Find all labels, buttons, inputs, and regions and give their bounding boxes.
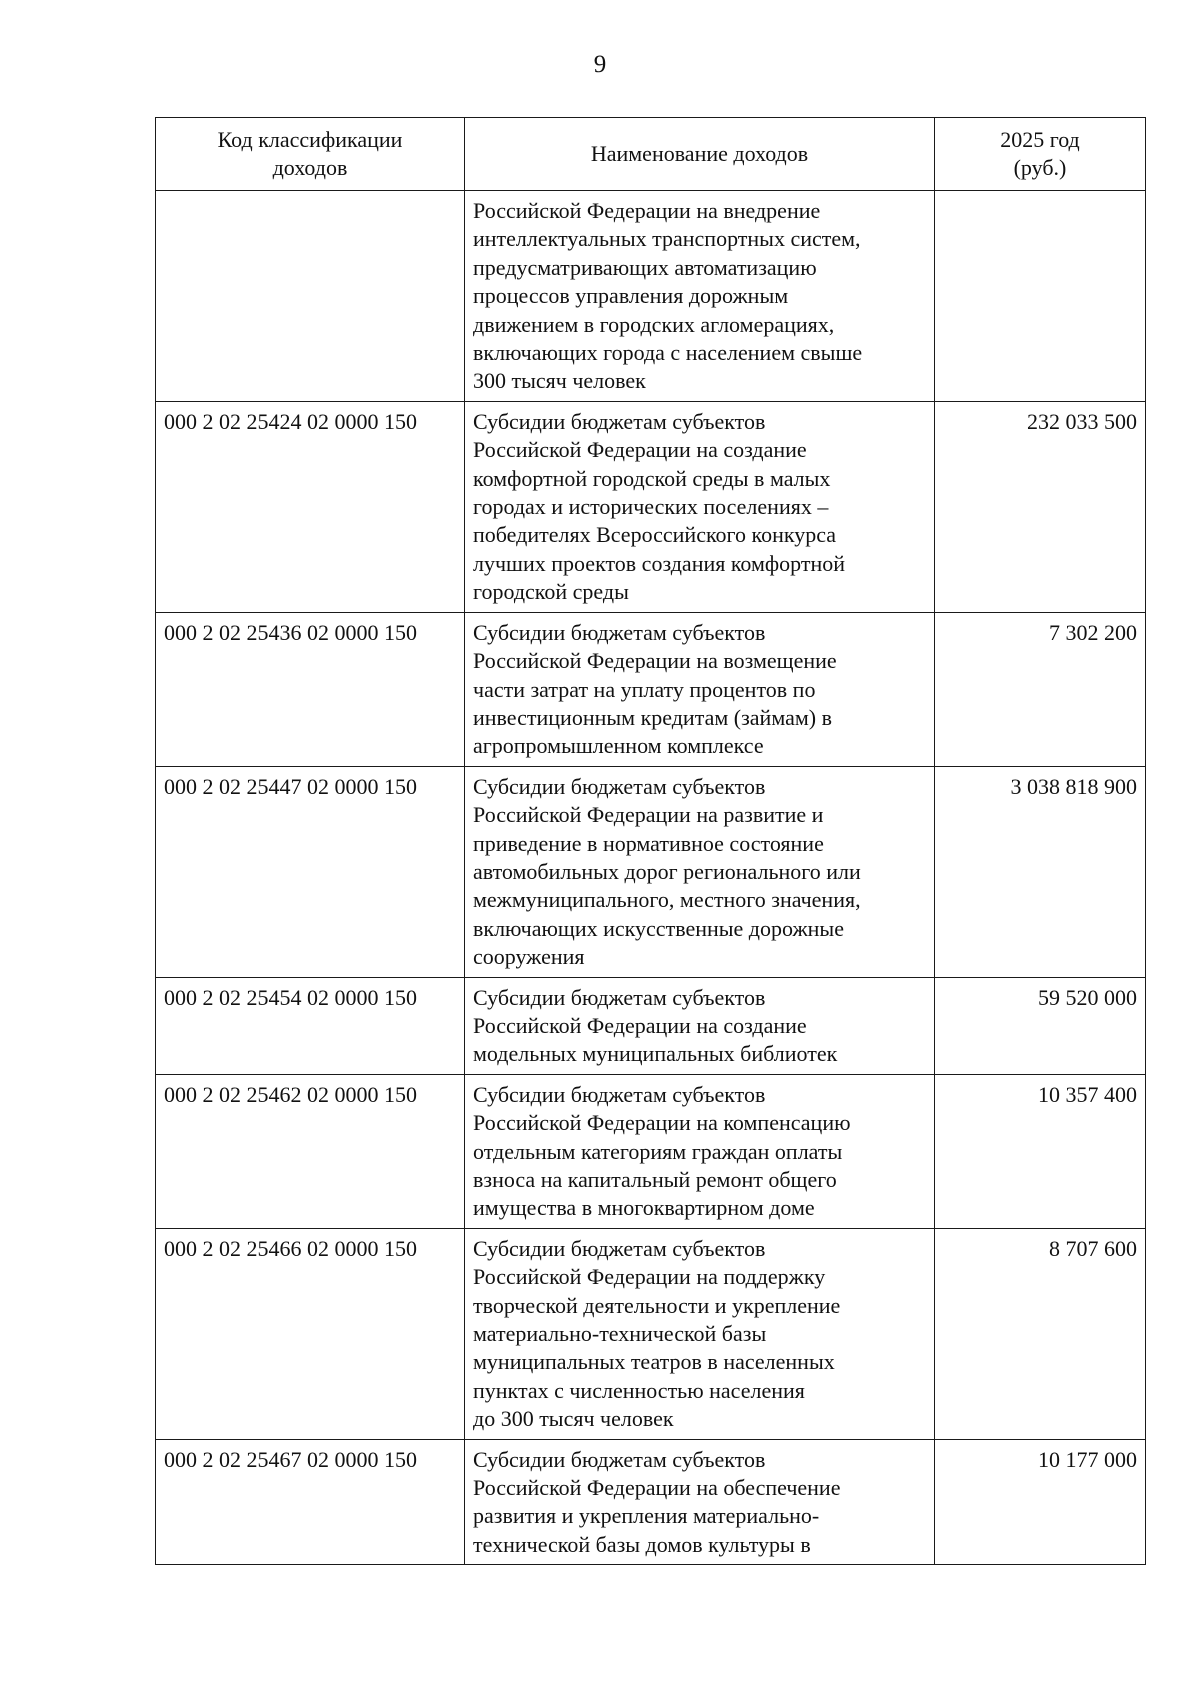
revenue-amount-cell: 8 707 600 bbox=[935, 1228, 1146, 1439]
revenue-name-line: модельных муниципальных библиотек bbox=[473, 1041, 838, 1067]
header-amount-line: 2025 год bbox=[1000, 126, 1080, 152]
table-row bbox=[156, 1439, 1146, 1565]
revenue-name-line: Российской Федерации на создание bbox=[473, 437, 807, 463]
revenue-name-line: до 300 тысяч человек bbox=[473, 1406, 674, 1432]
revenue-name-line: Субсидии бюджетам субъектов bbox=[473, 984, 766, 1010]
page-number: 9 bbox=[593, 51, 607, 78]
table-row bbox=[156, 191, 1146, 402]
revenue-amount-cell: 7 302 200 bbox=[935, 612, 1146, 766]
revenue-amount-cell: 59 520 000 bbox=[935, 977, 1146, 1074]
revenue-name-line: комфортной городской среды в малых bbox=[473, 465, 831, 491]
revenue-name-line: включающих города с населением свыше bbox=[473, 340, 863, 366]
revenue-name-line: муниципальных театров в населенных bbox=[473, 1349, 835, 1375]
revenue-name-line: Субсидии бюджетам субъектов bbox=[473, 408, 766, 434]
revenue-amount-cell: 10 357 400 bbox=[935, 1074, 1146, 1228]
revenue-code-cell: 000 2 02 25462 02 0000 150 bbox=[156, 1074, 465, 1228]
table-row bbox=[156, 766, 1146, 977]
table-row bbox=[156, 612, 1146, 766]
revenue-code-cell bbox=[156, 191, 465, 402]
revenue-name-line: движением в городских агломерациях, bbox=[473, 311, 835, 337]
revenue-name-line: городской среды bbox=[473, 579, 629, 605]
header-name-line: Наименование доходов bbox=[590, 140, 809, 166]
revenue-name-line: Российской Федерации на поддержку bbox=[473, 1264, 826, 1290]
revenue-name-cell bbox=[465, 1074, 935, 1228]
revenue-name-line: Российской Федерации на возмещение bbox=[473, 648, 837, 674]
revenue-name-line: Субсидии бюджетам субъектов bbox=[473, 1446, 766, 1472]
revenue-name-cell bbox=[465, 191, 935, 402]
revenue-name-line: взноса на капитальный ремонт общего bbox=[473, 1167, 837, 1192]
revenue-name-cell bbox=[465, 766, 935, 977]
revenue-name-line: пунктах с численностью населения bbox=[473, 1377, 805, 1403]
revenue-table bbox=[155, 117, 1146, 1565]
revenue-name-line: предусматривающих автоматизацию bbox=[473, 254, 817, 280]
revenue-name-cell bbox=[465, 401, 935, 612]
header-code-line: доходов bbox=[272, 155, 348, 180]
table-row bbox=[156, 401, 1146, 612]
revenue-name-line: отдельным категориям граждан оплаты bbox=[473, 1138, 843, 1164]
revenue-name-line: материально-технической базы bbox=[473, 1321, 767, 1347]
revenue-name-line: городах и исторических поселениях – bbox=[473, 494, 829, 520]
header-code-line: Код классификации bbox=[217, 126, 403, 152]
revenue-name-line: включающих искусственные дорожные bbox=[473, 915, 844, 941]
table-row bbox=[156, 1228, 1146, 1439]
table-row bbox=[156, 1074, 1146, 1228]
revenue-name-line: творческой деятельности и укрепление bbox=[473, 1292, 841, 1318]
revenue-name-line: автомобильных дорог регионального или bbox=[473, 858, 861, 884]
revenue-name-cell bbox=[465, 977, 935, 1074]
revenue-amount-cell: 3 038 818 900 bbox=[935, 766, 1146, 977]
revenue-name-line: Субсидии бюджетам субъектов bbox=[473, 1235, 766, 1261]
revenue-name-line: процессов управления дорожным bbox=[473, 283, 789, 309]
header-row bbox=[156, 118, 1146, 191]
revenue-name-line: лучших проектов создания комфортной bbox=[473, 550, 846, 576]
revenue-name-cell bbox=[465, 612, 935, 766]
header-name bbox=[465, 118, 935, 191]
revenue-name-line: технической базы домов культуры в bbox=[473, 1531, 811, 1557]
revenue-name-line: Субсидии бюджетам субъектов bbox=[473, 773, 766, 799]
revenue-name-line: межмуниципального, местного значения, bbox=[473, 887, 861, 913]
revenue-name-line: сооружения bbox=[473, 944, 585, 970]
revenue-name-line: Субсидии бюджетам субъектов bbox=[473, 619, 766, 645]
revenue-amount-cell: 10 177 000 bbox=[935, 1439, 1146, 1565]
revenue-name-line: приведение в нормативное состояние bbox=[473, 830, 824, 856]
revenue-code-cell: 000 2 02 25424 02 0000 150 bbox=[156, 401, 465, 612]
revenue-amount-cell: 232 033 500 bbox=[935, 401, 1146, 612]
table-body bbox=[156, 191, 1146, 1565]
revenue-name-line: Российской Федерации на создание bbox=[473, 1012, 807, 1038]
revenue-code-cell: 000 2 02 25454 02 0000 150 bbox=[156, 977, 465, 1074]
header-code bbox=[156, 118, 465, 191]
revenue-name-line: Субсидии бюджетам субъектов bbox=[473, 1081, 766, 1107]
revenue-name-line: 300 тысяч человек bbox=[473, 368, 646, 394]
revenue-name-line: агропромышленном комплексе bbox=[473, 733, 764, 759]
revenue-name-line: имущества в многоквартирном доме bbox=[473, 1195, 815, 1221]
revenue-name-line: инвестиционным кредитам (займам) в bbox=[473, 704, 832, 730]
revenue-name-line: Российской Федерации на компенсацию bbox=[473, 1110, 851, 1136]
revenue-name-line: развития и укрепления материально- bbox=[473, 1503, 820, 1529]
revenue-code-cell: 000 2 02 25447 02 0000 150 bbox=[156, 766, 465, 977]
table-header bbox=[156, 118, 1146, 191]
revenue-amount-cell bbox=[935, 191, 1146, 402]
header-amount bbox=[935, 118, 1146, 191]
revenue-code-cell: 000 2 02 25466 02 0000 150 bbox=[156, 1228, 465, 1439]
table-row bbox=[156, 977, 1146, 1074]
revenue-name-cell bbox=[465, 1228, 935, 1439]
revenue-name-line: интеллектуальных транспортных систем, bbox=[473, 226, 861, 252]
revenue-name-cell bbox=[465, 1439, 935, 1565]
revenue-name-line: Российской Федерации на обеспечение bbox=[473, 1475, 841, 1501]
revenue-code-cell: 000 2 02 25436 02 0000 150 bbox=[156, 612, 465, 766]
revenue-name-line: Российской Федерации на развитие и bbox=[473, 802, 824, 828]
revenue-name-line: части затрат на уплату процентов по bbox=[473, 676, 816, 702]
revenue-name-line: победителях Всероссийского конкурса bbox=[473, 522, 837, 548]
header-amount-line: (руб.) bbox=[1013, 155, 1067, 180]
revenue-name-line: Российской Федерации на внедрение bbox=[473, 198, 821, 223]
revenue-code-cell: 000 2 02 25467 02 0000 150 bbox=[156, 1439, 465, 1565]
